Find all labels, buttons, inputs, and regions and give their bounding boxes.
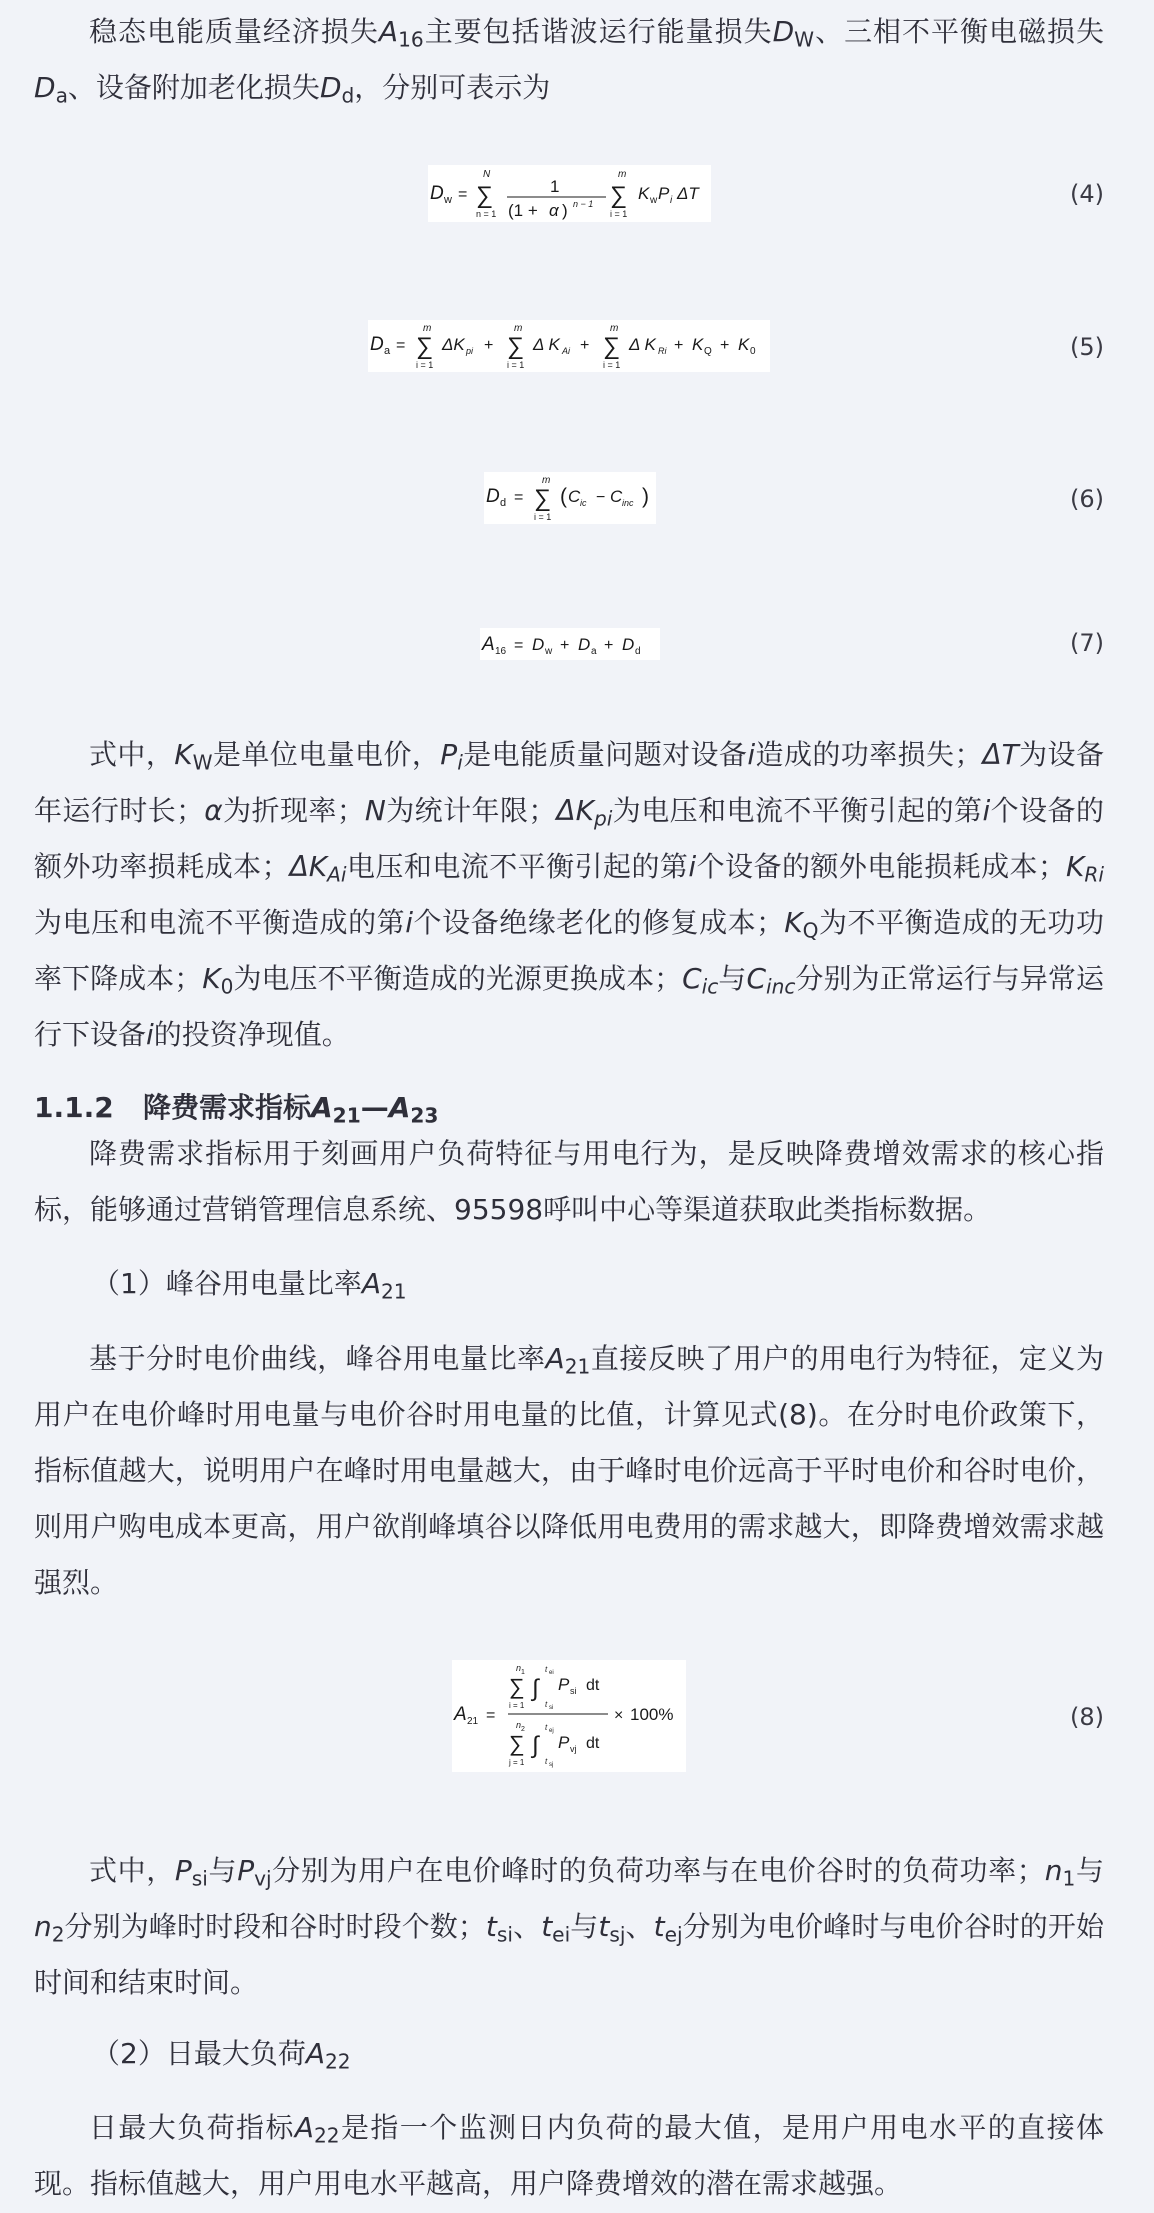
section-heading: 1.1.2 降费需求指标$A_{21}—A_{23}$ (34, 1091, 439, 1128)
sigma-icon: ∑ (603, 333, 621, 360)
equation-4 (428, 165, 711, 222)
equation-7 (480, 628, 660, 660)
svg-text:+: + (580, 337, 590, 354)
svg-text:α: α (549, 201, 559, 220)
svg-text:−: − (596, 489, 606, 506)
svg-text:(1 +: (1 + (508, 201, 538, 220)
svg-text:n: n (516, 1720, 522, 1730)
svg-text:si: si (549, 1705, 554, 1711)
svg-text:D: D (430, 183, 444, 204)
integral-icon: ∫ (532, 1675, 539, 1702)
sigma-icon: ∑ (416, 333, 434, 360)
svg-text:w: w (650, 195, 658, 206)
svg-text:D: D (622, 635, 635, 654)
equation-6 (484, 472, 656, 524)
svg-text:16: 16 (495, 646, 507, 657)
svg-text:21: 21 (467, 1716, 479, 1727)
svg-text:d: d (635, 646, 641, 657)
equation-8 (452, 1660, 686, 1772)
svg-text:a: a (591, 646, 597, 657)
svg-text:t: t (545, 1700, 548, 1709)
svg-text:Ai: Ai (562, 346, 571, 356)
svg-text:i: i (670, 195, 673, 206)
svg-text:+: + (720, 337, 730, 354)
svg-text:t: t (545, 1723, 548, 1732)
svg-text:1: 1 (521, 1669, 525, 1676)
svg-text:+: + (674, 337, 684, 354)
svg-text:+: + (560, 637, 570, 654)
svg-text:dt: dt (586, 1735, 600, 1752)
svg-text:P: P (558, 1675, 570, 1694)
svg-text:inc: inc (622, 498, 634, 508)
svg-text:m: m (610, 323, 619, 334)
svg-text:si: si (570, 1686, 577, 1696)
svg-text:P: P (558, 1733, 570, 1752)
svg-text:×: × (614, 1707, 624, 1724)
subheading-peak-valley-ratio: （1）峰谷用电量比率$A_{21}$ (92, 1267, 407, 1304)
integral-icon: ∫ (532, 1732, 539, 1759)
svg-text:n = 1: n = 1 (476, 209, 497, 219)
svg-text:): ) (642, 485, 649, 508)
svg-text:A: A (482, 634, 495, 655)
svg-text:Q: Q (704, 346, 712, 357)
svg-text:D: D (532, 635, 545, 654)
sigma-icon: ∑ (507, 333, 525, 360)
svg-text:dt: dt (586, 1677, 600, 1694)
svg-text:sj: sj (549, 1762, 554, 1768)
svg-text:D: D (578, 635, 591, 654)
svg-text:w: w (545, 646, 553, 657)
svg-text:C: C (610, 487, 623, 506)
svg-text:Ri: Ri (658, 346, 667, 356)
svg-text:+: + (604, 637, 614, 654)
svg-text:i = 1: i = 1 (534, 512, 552, 522)
svg-text:m: m (618, 169, 627, 180)
svg-text:i = 1: i = 1 (416, 360, 434, 370)
intro-paragraph: 稳态电能质量经济损失$A_{16}$主要包括谐波运行能量损失$D_W$、三相不平衡电磁损失$D_a$、设备附加老化损失$D_d$，分别可表示为 (34, 15, 1104, 108)
where-paragraph-1: 式中，$K_W$是单位电量电价，$P_i$是电能质量问题对设备i造成的功率损失；ΔT为设备年运行时长；α为折现率；N为统计年限；$\Delta K_{pi}$为电压和电流不平衡引起的第i个设备的额外功率损耗成本；$\Delta K_{Ai}$电压和电流不平衡引起的第i个设备的额外电能损耗成本；$K_{Ri}$为电压和电流不平衡造成的第i个设备绝缘老化的修复成本；$K_Q$为不平衡造成的无功功率下降成本；$K_0$为电压不平衡造成的光源更换成本；$C_{ic}$与$C_{inc}$分别为正常运行与异常运行下设备i的投资净现值。 (34, 738, 1104, 1051)
sigma-icon: ∑ (610, 182, 628, 209)
svg-text:pi: pi (466, 346, 474, 356)
svg-text:0: 0 (750, 346, 756, 357)
svg-text:ic: ic (580, 498, 587, 508)
svg-text:K: K (738, 335, 750, 354)
svg-text:t: t (545, 1665, 548, 1674)
svg-text:(: ( (560, 485, 567, 508)
sigma-icon: ∑ (476, 182, 494, 209)
equation-5 (368, 320, 770, 372)
sigma-icon: ∑ (509, 1731, 525, 1756)
svg-text:d: d (500, 497, 507, 509)
peak-valley-paragraph: 基于分时电价曲线，峰谷用电量比率$A_{21}$直接反映了用户的用电行为特征，定义为用户在电价峰时用电量与电价谷时用电量的比值，计算见式(8)。在分时电价政策下，指标值越大，说明用户在峰时用电量越大，由于峰时电价远高于平时电价和谷时电价，则用户购电成本更高，用户欲削峰填谷以降低用电费用的需求越大，即降费增效需求越强烈。 (34, 1342, 1104, 1599)
svg-text:ei: ei (549, 1670, 554, 1676)
svg-text:Δ K: Δ K (629, 335, 656, 354)
equation-8-number: (8) (1070, 1703, 1104, 1731)
equation-4-number: (4) (1070, 180, 1104, 208)
svg-text:a: a (384, 345, 391, 357)
svg-text:vj: vj (570, 1744, 577, 1754)
svg-text:K: K (638, 184, 650, 203)
svg-text:m: m (423, 323, 432, 334)
sigma-icon: ∑ (509, 1674, 525, 1699)
where-paragraph-2: 式中，$P_{si}$与$P_{vj}$分别为用户在电价峰时的负荷功率与在电价谷时的负荷功率；$n_1$与$n_2$分别为峰时时段和谷时时段个数；$t_{si}$、$t_{ei}$与$t_{sj}$、$t_{ej}$分别为电价峰时与电价谷时的开始时间和结束时间。 (34, 1854, 1104, 1999)
section-intro-paragraph: 降费需求指标用于刻画用户负荷特征与用电行为，是反映降费增效需求的核心指标，能够通过营销管理信息系统、95598呼叫中心等渠道获取此类指标数据。 (34, 1137, 1104, 1226)
svg-text:t: t (545, 1757, 548, 1766)
svg-text:ΔK: ΔK (442, 335, 465, 354)
svg-text:D: D (486, 486, 500, 507)
svg-text:=: = (458, 186, 468, 203)
svg-text:1: 1 (550, 177, 560, 196)
svg-text:ej: ej (549, 1728, 554, 1734)
subheading-daily-max-load: （2）日最大负荷$A_{22}$ (92, 2037, 351, 2074)
svg-text:ΔT: ΔT (677, 184, 699, 203)
svg-text:m: m (514, 323, 523, 334)
svg-text:N: N (483, 169, 491, 180)
svg-text:D: D (370, 334, 384, 355)
sigma-icon: ∑ (534, 485, 552, 512)
svg-text:w: w (444, 194, 452, 206)
svg-text:i = 1: i = 1 (509, 1701, 525, 1710)
svg-text:Δ K: Δ K (533, 335, 560, 354)
svg-text:j = 1: j = 1 (509, 1758, 525, 1767)
svg-text:=: = (514, 637, 524, 654)
svg-text:C: C (568, 487, 581, 506)
svg-text:i = 1: i = 1 (507, 360, 525, 370)
svg-text:2: 2 (521, 1726, 525, 1733)
svg-text:P: P (658, 184, 670, 203)
daily-max-load-paragraph: 日最大负荷指标$A_{22}$是指一个监测日内负荷的最大值，是用户用电水平的直接体现。指标值越大，用户用电水平越高，用户降费增效的潜在需求越强。 (34, 2111, 1104, 2200)
svg-text:=: = (514, 489, 524, 506)
svg-text:K: K (692, 335, 704, 354)
svg-text:i = 1: i = 1 (610, 209, 628, 219)
svg-text:n − 1: n − 1 (573, 199, 594, 209)
svg-text:100%: 100% (630, 1705, 674, 1724)
svg-text:=: = (396, 337, 406, 354)
svg-text:): ) (562, 201, 568, 220)
svg-text:+: + (484, 337, 494, 354)
svg-text:n: n (516, 1663, 522, 1673)
svg-text:A: A (454, 1704, 467, 1725)
equation-5-number: (5) (1070, 333, 1104, 361)
equation-6-number: (6) (1070, 485, 1104, 513)
svg-text:m: m (542, 475, 551, 486)
equation-7-number: (7) (1070, 629, 1104, 657)
svg-text:=: = (486, 1707, 496, 1724)
svg-text:i = 1: i = 1 (603, 360, 621, 370)
